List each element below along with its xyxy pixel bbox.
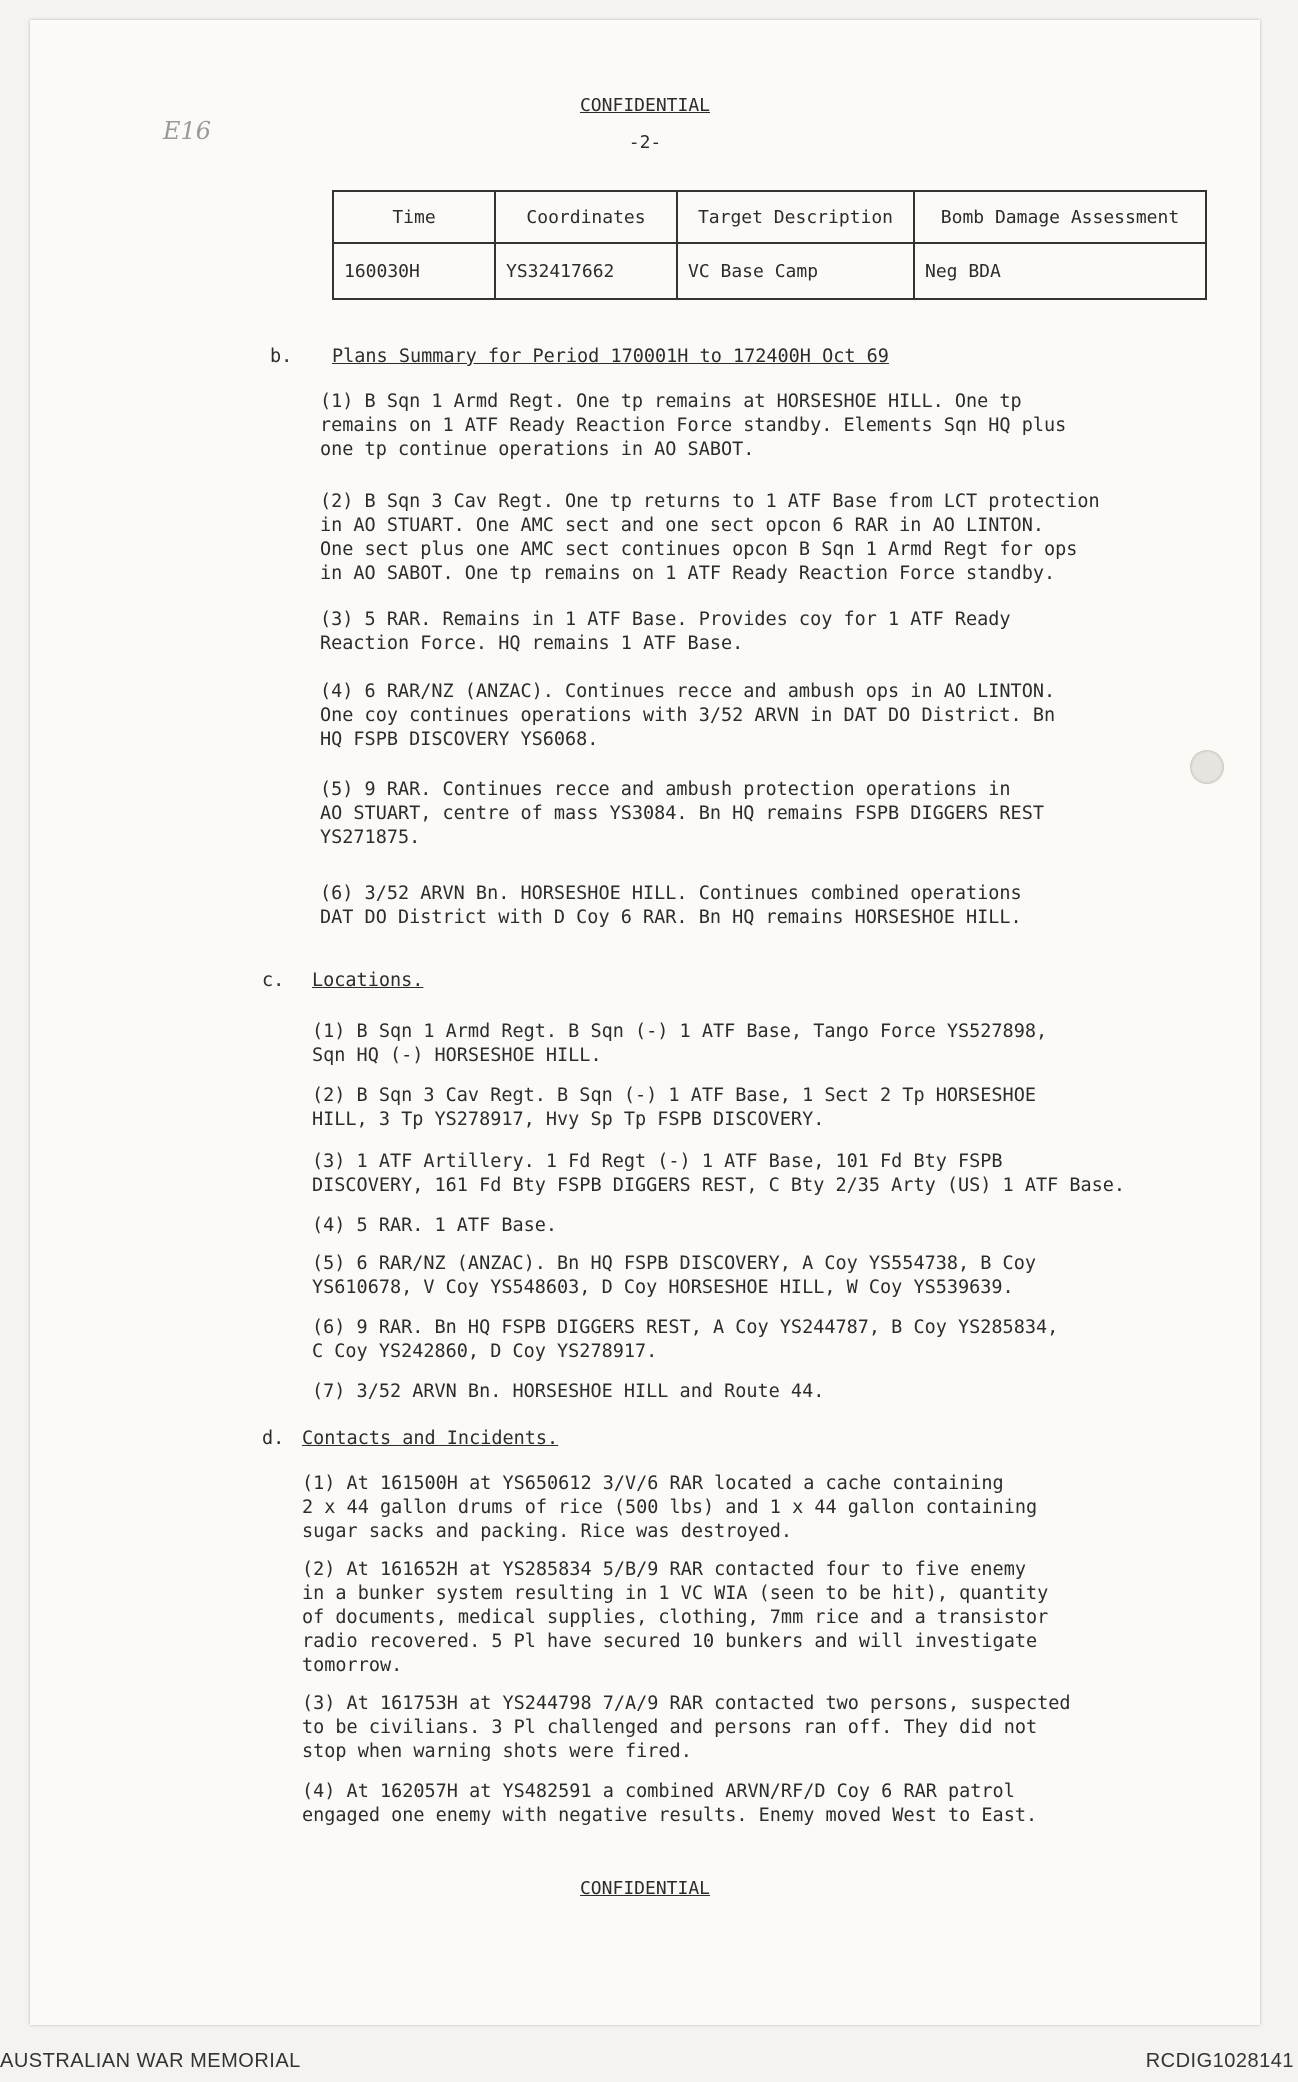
table-cell: YS32417662 <box>495 243 677 299</box>
paragraph-line: (3) 1 ATF Artillery. 1 Fd Regt (-) 1 ATF Base, 101 Fd Bty FSPB <box>312 1151 1003 1172</box>
table-cell: 160030H <box>333 243 495 299</box>
section_c-title: Locations. <box>312 970 424 991</box>
paragraph-line: to be civilians. 3 Pl challenged and persons ran off. They did not <box>302 1717 1038 1738</box>
paragraph-line: (1) At 161500H at YS650612 3/V/6 RAR located a cache containing <box>302 1473 1004 1494</box>
table-cell: Neg BDA <box>914 243 1206 299</box>
paragraph-line: (4) 5 RAR. 1 ATF Base. <box>312 1215 558 1236</box>
paragraph-line: Reaction Force. HQ remains 1 ATF Base. <box>320 633 744 654</box>
classification-footer: CONFIDENTIAL <box>579 1878 711 1899</box>
paragraph-line: stop when warning shots were fired. <box>302 1741 692 1762</box>
paragraph-line: (3) At 161753H at YS244798 7/A/9 RAR contacted two persons, suspected <box>302 1693 1071 1714</box>
section_d-title: Contacts and Incidents. <box>302 1428 559 1449</box>
table-header-cell: Bomb Damage Assessment <box>914 191 1206 243</box>
paragraph-line: C Coy YS242860, D Coy YS278917. <box>312 1341 658 1362</box>
paragraph-line: (6) 9 RAR. Bn HQ FSPB DIGGERS REST, A Coy YS244787, B Coy YS285834, <box>312 1317 1059 1338</box>
paragraph-line: One coy continues operations with 3/52 ARVN in DAT DO District. Bn <box>320 705 1056 726</box>
paragraph-line: one tp continue operations in AO SABOT. <box>320 439 755 460</box>
table-header-cell: Coordinates <box>495 191 677 243</box>
section_b-title: Plans Summary for Period 170001H to 172400H Oct 69 <box>332 346 889 367</box>
paragraph-line: (2) B Sqn 3 Cav Regt. One tp returns to 1 ATF Base from LCT protection <box>320 491 1100 512</box>
paragraph-line: (2) B Sqn 3 Cav Regt. B Sqn (-) 1 ATF Base, 1 Sect 2 Tp HORSESHOE <box>312 1085 1036 1106</box>
paragraph-line: AO STUART, centre of mass YS3084. Bn HQ remains FSPB DIGGERS REST <box>320 803 1044 824</box>
paragraph-line: (3) 5 RAR. Remains in 1 ATF Base. Provides coy for 1 ATF Ready <box>320 609 1011 630</box>
paragraph-line: in AO SABOT. One tp remains on 1 ATF Ready Reaction Force standby. <box>320 563 1056 584</box>
handwritten-reference: E16 <box>163 117 212 145</box>
paragraph-line: (7) 3/52 ARVN Bn. HORSESHOE HILL and Route 44. <box>312 1381 825 1402</box>
bomb-damage-table <box>332 190 1207 300</box>
paragraph-line: One sect plus one AMC sect continues opcon B Sqn 1 Armd Regt for ops <box>320 539 1078 560</box>
paragraph-line: remains on 1 ATF Ready Reaction Force standby. Elements Sqn HQ plus <box>320 415 1067 436</box>
paragraph-line: DISCOVERY, 161 Fd Bty FSPB DIGGERS REST, C Bty 2/35 Arty (US) 1 ATF Base. <box>312 1175 1126 1196</box>
section_c-label: c. <box>262 970 285 991</box>
paragraph-line: HILL, 3 Tp YS278917, Hvy Sp Tp FSPB DISCOVERY. <box>312 1109 825 1130</box>
paragraph-line: (1) B Sqn 1 Armd Regt. B Sqn (-) 1 ATF Base, Tango Force YS527898, <box>312 1021 1048 1042</box>
section_d-label: d. <box>262 1428 285 1449</box>
paragraph-line: sugar sacks and packing. Rice was destroyed. <box>302 1521 793 1542</box>
paragraph-line: of documents, medical supplies, clothing, 7mm rice and a transistor <box>302 1607 1049 1628</box>
table-header-row <box>333 191 1206 243</box>
table-header-cell: Target Description <box>677 191 914 243</box>
classification-header: CONFIDENTIAL <box>579 95 711 116</box>
punch-hole <box>1190 750 1224 784</box>
paragraph-line: 2 x 44 gallon drums of rice (500 lbs) and 1 x 44 gallon containing <box>302 1497 1038 1518</box>
archive-footer-right: RCDIG1028141 <box>1145 2050 1294 2072</box>
paragraph-line: YS610678, V Coy YS548603, D Coy HORSESHOE HILL, W Coy YS539639. <box>312 1277 1014 1298</box>
paragraph-line: DAT DO District with D Coy 6 RAR. Bn HQ remains HORSESHOE HILL. <box>320 907 1022 928</box>
paragraph-line: engaged one enemy with negative results. Enemy moved West to East. <box>302 1805 1038 1826</box>
paragraph-line: Sqn HQ (-) HORSESHOE HILL. <box>312 1045 602 1066</box>
table-cell: VC Base Camp <box>677 243 914 299</box>
paragraph-line: (4) 6 RAR/NZ (ANZAC). Continues recce and ambush ops in AO LINTON. <box>320 681 1056 702</box>
paragraph-line: (4) At 162057H at YS482591 a combined ARVN/RF/D Coy 6 RAR patrol <box>302 1781 1015 1802</box>
archive-footer-left: AUSTRALIAN WAR MEMORIAL <box>0 2050 301 2072</box>
paragraph-line: HQ FSPB DISCOVERY YS6068. <box>320 729 599 750</box>
document-page <box>30 20 1260 2025</box>
table-header-cell: Time <box>333 191 495 243</box>
table-row <box>333 243 1206 299</box>
paragraph-line: in AO STUART. One AMC sect and one sect opcon 6 RAR in AO LINTON. <box>320 515 1044 536</box>
paragraph-line: radio recovered. 5 Pl have secured 10 bunkers and will investigate <box>302 1631 1038 1652</box>
paragraph-line: (5) 9 RAR. Continues recce and ambush protection operations in <box>320 779 1011 800</box>
paragraph-line: (1) B Sqn 1 Armd Regt. One tp remains at HORSESHOE HILL. One tp <box>320 391 1022 412</box>
paragraph-line: (6) 3/52 ARVN Bn. HORSESHOE HILL. Continues combined operations <box>320 883 1022 904</box>
paragraph-line: (2) At 161652H at YS285834 5/B/9 RAR contacted four to five enemy <box>302 1559 1026 1580</box>
paragraph-line: in a bunker system resulting in 1 VC WIA (seen to be hit), quantity <box>302 1583 1049 1604</box>
section_b-label: b. <box>270 346 293 367</box>
page-number: -2- <box>628 132 662 153</box>
paragraph-line: YS271875. <box>320 827 421 848</box>
paragraph-line: (5) 6 RAR/NZ (ANZAC). Bn HQ FSPB DISCOVERY, A Coy YS554738, B Coy <box>312 1253 1036 1274</box>
paragraph-line: tomorrow. <box>302 1655 403 1676</box>
